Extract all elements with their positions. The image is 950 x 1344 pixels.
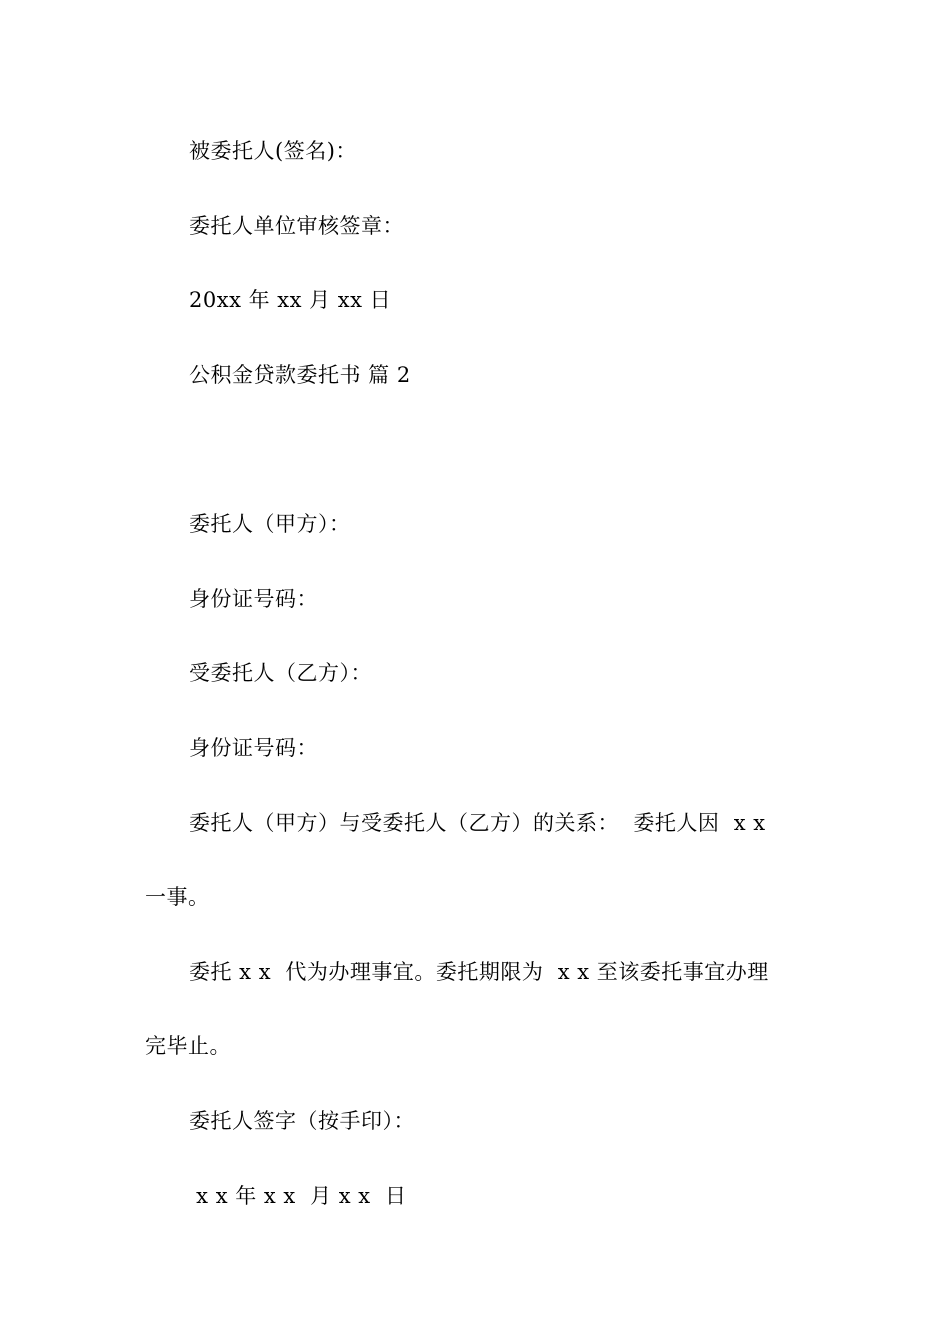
relationship-paragraph-line-2: 一事。 <box>145 885 210 909</box>
date-line: 20xx 年 xx 月 xx 日 <box>189 288 392 312</box>
trustee-party-b-label: 受委托人（乙方）： <box>189 661 372 685</box>
principal-signature-label: 委托人签字（按手印）： <box>189 1109 415 1133</box>
entrust-paragraph-line-2: 完毕止。 <box>145 1034 231 1058</box>
principal-party-a-label: 委托人（甲方）： <box>189 512 351 536</box>
section-heading: 公积金贷款委托书 篇 2 <box>189 363 411 387</box>
id-number-label-b: 身份证号码： <box>189 736 318 760</box>
id-number-label-a: 身份证号码： <box>189 587 318 611</box>
closing-date-line: x x 年 x x 月 x x 日 <box>189 1184 407 1208</box>
relationship-paragraph-line-1: 委托人（甲方）与受委托人（乙方）的关系： 委托人因 x x <box>189 811 766 835</box>
entrust-paragraph-line-1: 委托 x x 代为办理事宜。委托期限为 x x 至该委托事宜办理 <box>189 960 769 984</box>
principal-unit-seal-label: 委托人单位审核签章： <box>189 214 404 238</box>
trustee-signature-label: 被委托人(签名)： <box>189 139 357 163</box>
